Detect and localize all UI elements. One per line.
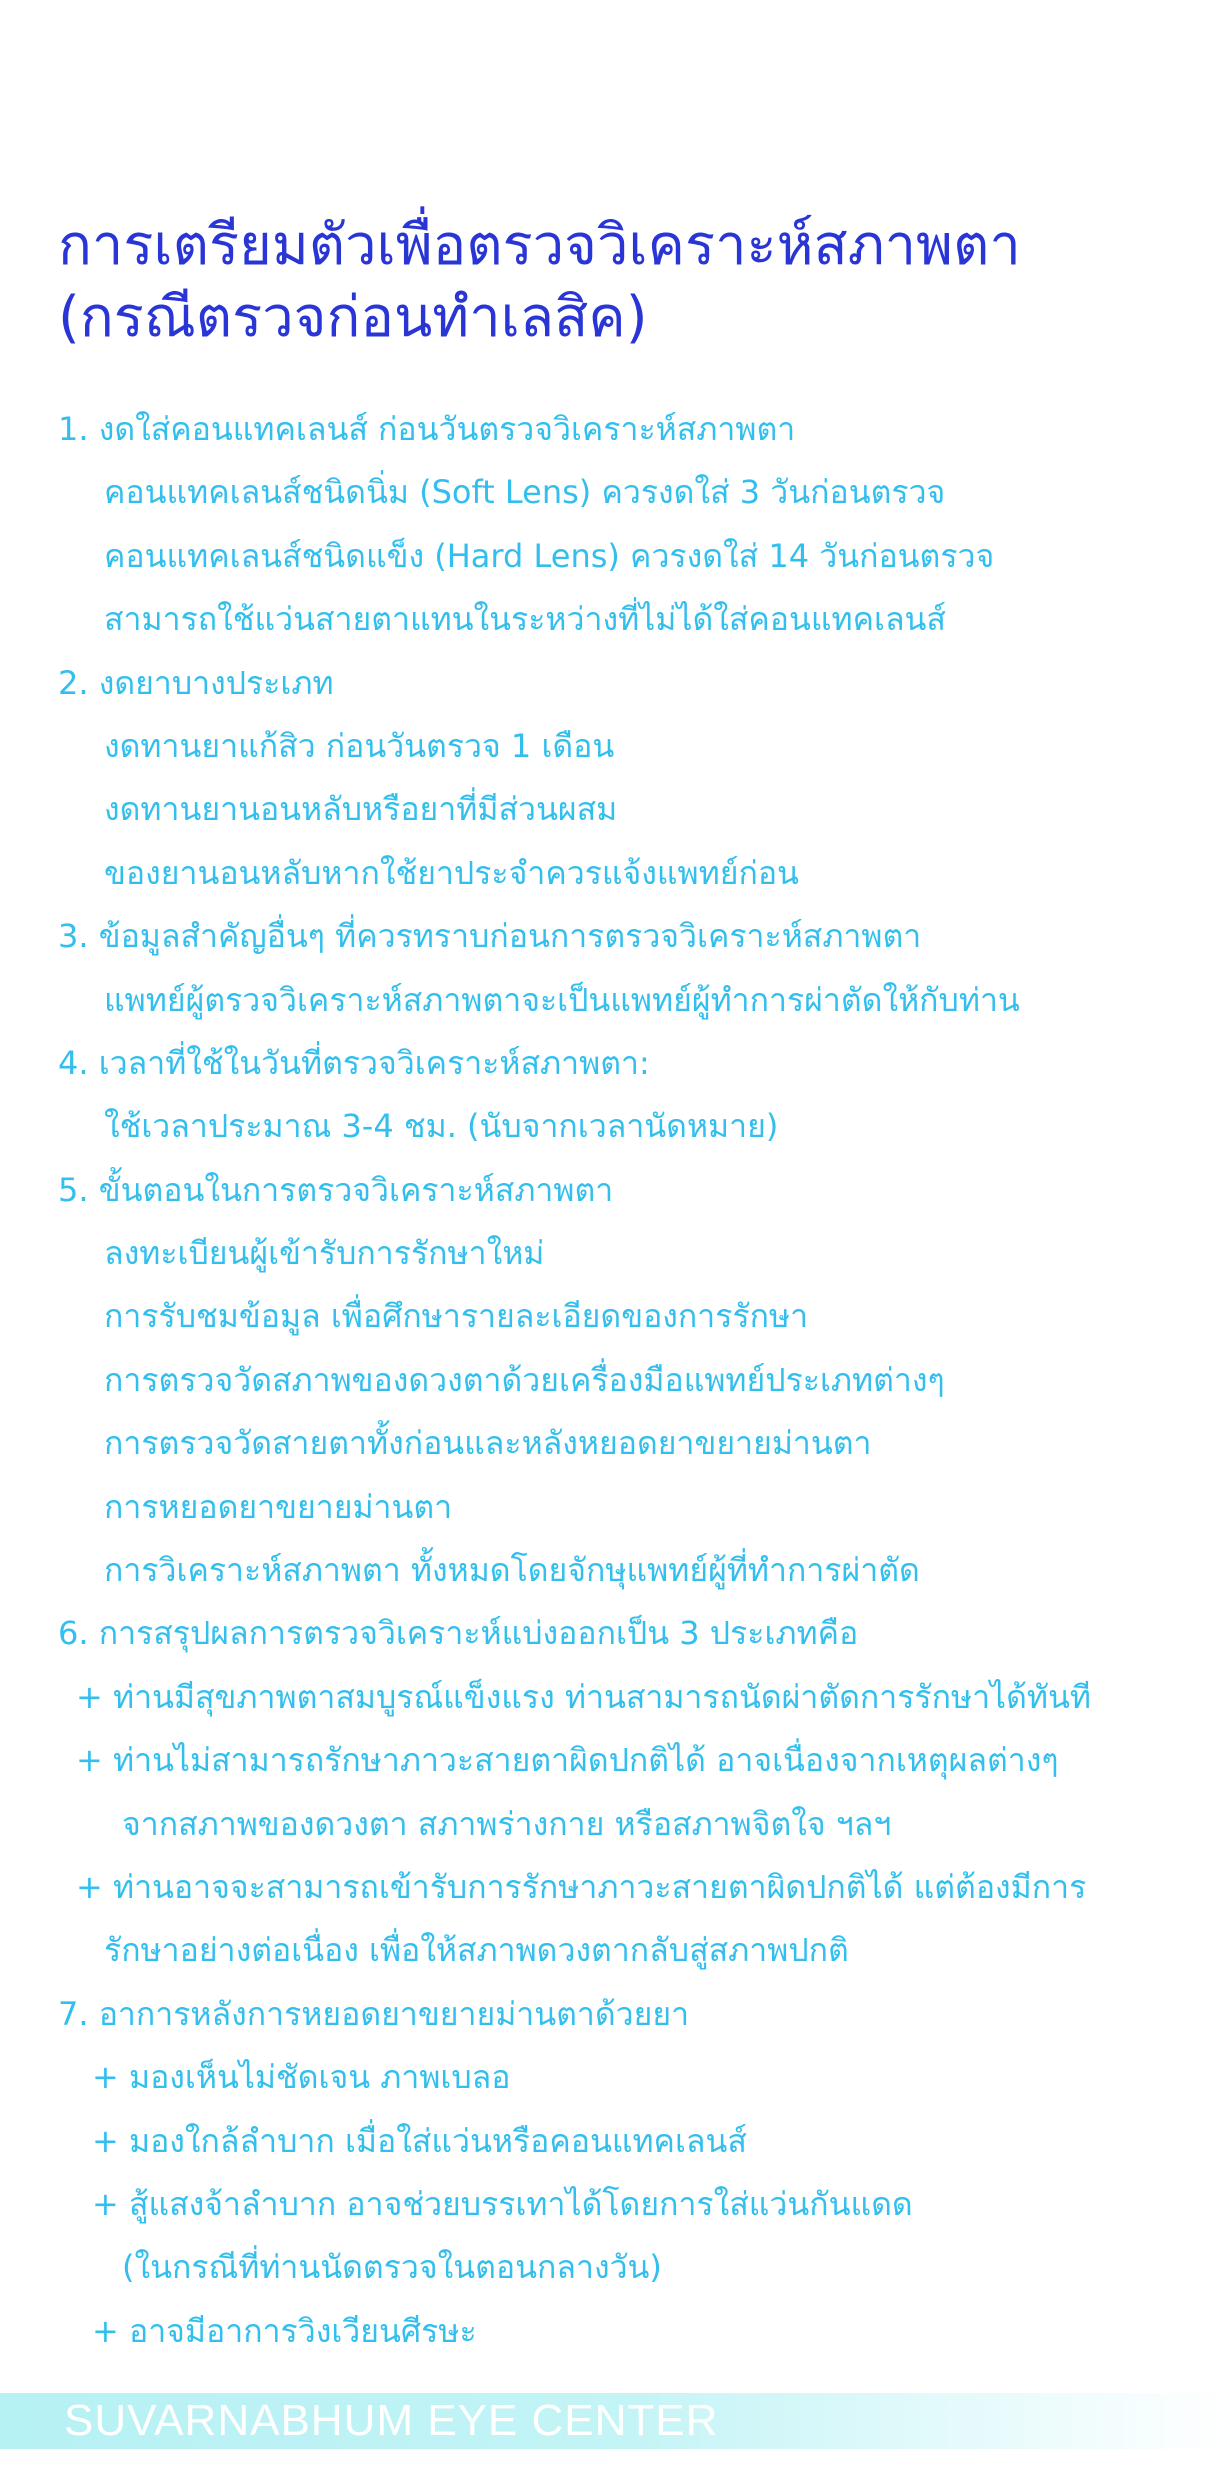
section-2-heading: 2. งดยาบางประเภท bbox=[58, 663, 334, 702]
footer-band bbox=[0, 2393, 1230, 2449]
list-item: คอนแทคเลนส์ชนิดแข็ง (Hard Lens) ควรงดใส่ 14 วันก่อนตรวจ bbox=[104, 536, 995, 575]
section-4-heading: 4. เวลาที่ใช้ในวันที่ตรวจวิเคราะห์สภาพตา: bbox=[58, 1043, 650, 1082]
section-7-heading: 7. อาการหลังการหยอดยาขยายม่านตาด้วยยา bbox=[58, 1994, 690, 2033]
page-title bbox=[58, 210, 1198, 354]
list-item: + มองเห็นไม่ชัดเจน ภาพเบลอ bbox=[92, 2058, 511, 2097]
preparation-list bbox=[58, 398, 1208, 2363]
footer-brand: SUVARNABHUM EYE CENTER bbox=[64, 2396, 719, 2445]
list-item: + ท่านมีสุขภาพตาสมบูรณ์แข็งแรง ท่านสามารถนัดผ่าตัดการรักษาได้ทันที bbox=[76, 1677, 1091, 1716]
list-item: + ท่านอาจจะสามารถเข้ารับการรักษาภาวะสายตาผิดปกติได้ แต่ต้องมีการ bbox=[76, 1867, 1087, 1906]
list-item: รักษาอย่างต่อเนื่อง เพื่อให้สภาพดวงตากลับสู่สภาพปกติ bbox=[104, 1931, 849, 1970]
list-item: แพทย์ผู้ตรวจวิเคราะห์สภาพตาจะเป็นแพทย์ผู้ทำการผ่าตัดให้กับท่าน bbox=[104, 980, 1020, 1019]
list-item: สามารถใช้แว่นสายตาแทนในระหว่างที่ไม่ได้ใส่คอนแทคเลนส์ bbox=[104, 600, 946, 639]
list-item: + อาจมีอาการวิงเวียนศีรษะ bbox=[92, 2311, 477, 2350]
page-title-line-2: (กรณีตรวจก่อนทำเลสิค) bbox=[58, 285, 648, 350]
section-6-heading: 6. การสรุปผลการตรวจวิเคราะห์แบ่งออกเป็น 3 ประเภทคือ bbox=[58, 1614, 859, 1653]
section-5-heading: 5. ขั้นตอนในการตรวจวิเคราะห์สภาพตา bbox=[58, 1170, 614, 1209]
list-item: ใช้เวลาประมาณ 3-4 ชม. (นับจากเวลานัดหมาย) bbox=[104, 1107, 779, 1146]
list-item: การหยอดยาขยายม่านตา bbox=[104, 1487, 453, 1526]
page-title-line-1: การเตรียมตัวเพื่อตรวจวิเคราะห์สภาพตา bbox=[58, 213, 1021, 278]
list-item: การตรวจวัดสภาพของดวงตาด้วยเครื่องมือแพทย์ประเภทต่างๆ bbox=[104, 1360, 945, 1399]
list-item: + สู้แสงจ้าลำบาก อาจช่วยบรรเทาได้โดยการใส่แว่นกันแดด bbox=[92, 2184, 913, 2223]
list-item: + มองใกล้ลำบาก เมื่อใส่แว่นหรือคอนแทคเลนส์ bbox=[92, 2121, 747, 2160]
list-item: คอนแทคเลนส์ชนิดนิ่ม (Soft Lens) ควรงดใส่ 3 วันก่อนตรวจ bbox=[104, 473, 946, 512]
list-item: งดทานยานอนหลับหรือยาที่มีส่วนผสม bbox=[104, 790, 618, 829]
list-item: งดทานยาแก้สิว ก่อนวันตรวจ 1 เดือน bbox=[104, 726, 615, 765]
list-item: จากสภาพของดวงตา สภาพร่างกาย หรือสภาพจิตใจ ฯลฯ bbox=[122, 1804, 892, 1843]
list-item: การตรวจวัดสายตาทั้งก่อนและหลังหยอดยาขยายม่านตา bbox=[104, 1424, 872, 1463]
list-item: + ท่านไม่สามารถรักษาภาวะสายตาผิดปกติได้ อาจเนื่องจากเหตุผลต่างๆ bbox=[76, 1741, 1059, 1780]
list-item: (ในกรณีที่ท่านนัดตรวจในตอนกลางวัน) bbox=[122, 2248, 662, 2287]
section-3-heading: 3. ข้อมูลสำคัญอื่นๆ ที่ควรทราบก่อนการตรวจวิเคราะห์สภาพตา bbox=[58, 917, 922, 956]
list-item: ของยานอนหลับหากใช้ยาประจำควรแจ้งแพทย์ก่อน bbox=[104, 853, 799, 892]
section-1-heading: 1. งดใส่คอนแทคเลนส์ ก่อนวันตรวจวิเคราะห์สภาพตา bbox=[58, 410, 796, 448]
list-item: การวิเคราะห์สภาพตา ทั้งหมดโดยจักษุแพทย์ผู้ที่ทำการผ่าตัด bbox=[104, 1551, 920, 1590]
list-item: การรับชมข้อมูล เพื่อศึกษารายละเอียดของการรักษา bbox=[104, 1297, 809, 1336]
list-item: ลงทะเบียนผู้เข้ารับการรักษาใหม่ bbox=[104, 1234, 545, 1273]
